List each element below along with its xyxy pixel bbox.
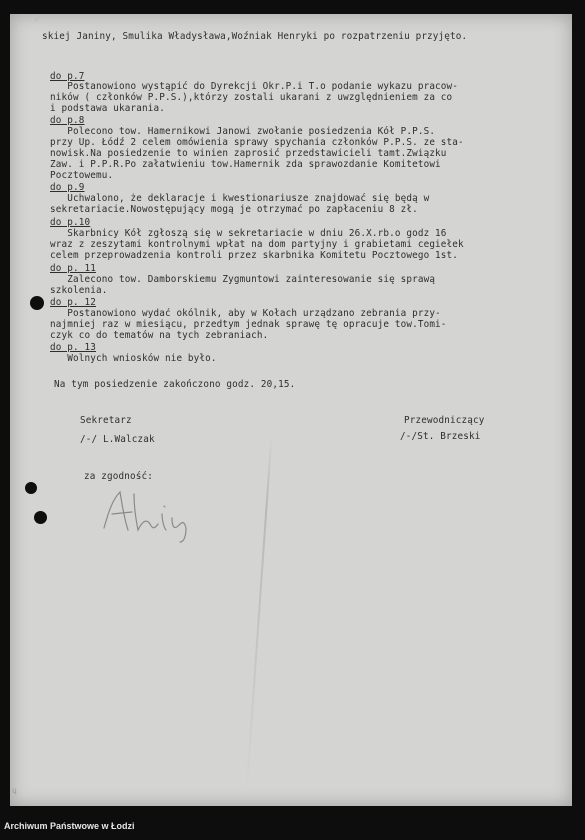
margin-mark: ɥ <box>12 786 17 795</box>
text-line: Zaw. i P.P.R.Po załatwieniu tow.Hamernik zda sprawozdanie Komitetowi <box>50 159 441 170</box>
corner-mark: ✓ <box>34 14 41 25</box>
text-line: sekretariacie.Nowostępujący mogą je otrzymać po zapłaceniu 8 zł. <box>50 204 418 215</box>
handwritten-signature <box>98 484 198 544</box>
text-line: Uchwalono, że deklaracje i kwestionariusze znajdować się będą w <box>50 193 430 204</box>
punch-hole <box>25 482 37 494</box>
document-page <box>10 14 572 806</box>
text-line: Zalecono tow. Damborskiemu Zygmuntowi zainteresowanie się sprawą <box>50 274 436 285</box>
heading-p10: do p.10 <box>50 217 91 228</box>
heading-p7: do p.7 <box>50 71 85 82</box>
heading-p8: do p.8 <box>50 115 85 126</box>
text-line: czyk co do tematów na tych zebraniach. <box>50 330 269 341</box>
heading-p12: do p. 12 <box>50 297 96 308</box>
certification-label: za zgodność: <box>84 471 153 482</box>
secretary-name: /-/ L.Walczak <box>80 434 155 445</box>
text-line: Skarbnicy Kół zgłoszą się w sekretariacie w dniu 26.X.rb.o godz 16 <box>50 228 447 239</box>
text-line: Pocztowemu. <box>50 170 114 181</box>
heading-p13: do p. 13 <box>50 342 96 353</box>
archive-label: Archiwum Państwowe w Łodzi <box>4 821 135 831</box>
text-line: i podstawa ukarania. <box>50 103 165 114</box>
text-line: ników ( członków P.P.S.),którzy zostali ukarani z uwzględnieniem za co <box>50 92 453 103</box>
text-line: Wolnych wniosków nie było. <box>50 353 217 364</box>
text-line: celem przeprowadzenia kontroli przez skarbnika Komitetu Pocztowego 1st. <box>50 250 459 261</box>
text-line: przy Up. Łódź 2 celem omówienia sprawy spychania członków P.P.S. ze sta- <box>50 137 464 148</box>
text-line: Postanowiono wydać okólnik, aby w Kołach urządzano zebrania przy- <box>50 308 441 319</box>
punch-hole <box>34 511 47 524</box>
closing-line: Na tym posiedzenie zakończono godz. 20,15. <box>54 379 296 390</box>
chairman-title: Przewodniczący <box>404 415 485 426</box>
text-line: Polecono tow. Hamernikowi Janowi zwołanie posiedzenia Kół P.P.S. <box>50 126 436 137</box>
text-line: nowisk.Na posiedzenie to winien zaprosić przedstawicieli tamt.Związku <box>50 148 447 159</box>
text-line: najmniej raz w miesiącu, przedtym jednak sprawę tę opracuje tow.Tomi- <box>50 319 447 330</box>
text-line: Postanowiono wystąpić do Dyrekcji Okr.P.i T.o podanie wykazu pracow- <box>50 81 459 92</box>
heading-p9: do p.9 <box>50 182 85 193</box>
text-line: szkolenia. <box>50 285 108 296</box>
text-line: wraz z zeszytami kontrolnymi wpłat na dom partyjny i grabietami cegiełek <box>50 239 464 250</box>
heading-p11: do p. 11 <box>50 263 96 274</box>
chairman-name: /-/St. Brzeski <box>400 431 481 442</box>
secretary-title: Sekretarz <box>80 415 132 426</box>
intro-line: skiej Janiny, Smulika Władysława,Woźniak Henryki po rozpatrzeniu przyjęto. <box>42 31 468 42</box>
punch-hole <box>30 296 44 310</box>
